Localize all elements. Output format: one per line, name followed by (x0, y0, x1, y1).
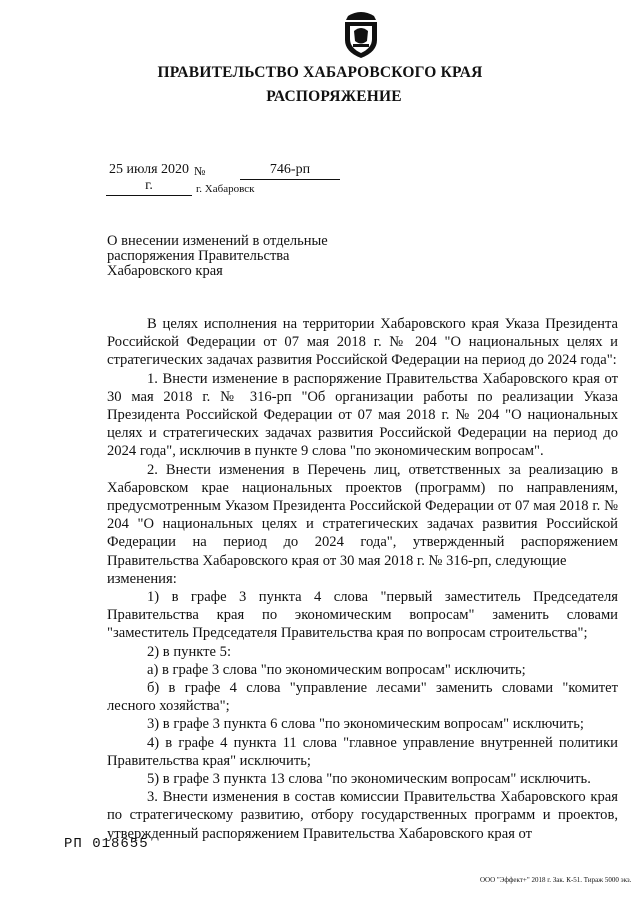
number-sign: № (194, 164, 206, 178)
body-paragraph: 3) в графе 3 пункта 6 слова "по экономическим вопросам" исключить; (147, 716, 584, 733)
document-subject: О внесении изменений в отдельные распоряжения Правительства Хабаровского края (107, 233, 328, 279)
body-paragraph: изменения: (107, 570, 177, 587)
document-type-title: РАСПОРЯЖЕНИЕ (266, 88, 402, 105)
body-paragraph: 2. Внести изменения в Перечень лиц, ответственных за реализацию в Хабаровском крае национальных проектов (программ) по направлениям, предусмотренным Указом Президента Российской Федерации от 07 мая 2018 г. № 204 "О национальных целях и стратегических задачах развития Российской Федерации на период до 2024 года", утвержденный распоряжением Правительства Хабаровского края от 30 мая 2018 г. № 316-рп, следующие (107, 461, 618, 569)
body-paragraph: 2) в пункте 5: (147, 643, 232, 660)
form-serial-code: РП 018655 (64, 836, 149, 852)
coat-of-arms-emblem (340, 6, 382, 60)
body-paragraph: а) в графе 3 слова "по экономическим вопросам" исключить; (147, 661, 526, 678)
body-paragraph: 4) в графе 4 пункта 11 слова "главное управление внутренней политики Правительства края" исключить; (107, 734, 618, 769)
body-paragraph: 3. Внести изменения в состав комиссии Правительства Хабаровского края по стратегическому развитию, отбору государственных программ и проектов, утвержденный распоряжением Правительства Хабаровского края от (107, 789, 618, 842)
government-title: ПРАВИТЕЛЬСТВО ХАБАРОВСКОГО КРАЯ (157, 64, 483, 81)
document-body (107, 315, 618, 843)
document-number: 746-рп (240, 162, 340, 180)
body-paragraph: б) в графе 4 слова "управление лесами" заменить словами "комитет лесного хозяйства"; (107, 680, 618, 715)
printer-imprint: ООО "Эффект+" 2018 г. Зак. К-51. Тираж 5000 экз. (480, 876, 632, 884)
body-paragraph: 5) в графе 3 пункта 13 слова "по экономическим вопросам" исключить. (147, 771, 591, 788)
body-paragraph: В целях исполнения на территории Хабаровского края Указа Президента Российской Федерации от 07 мая 2018 г. № 204 "О национальных целях и стратегических задачах развития Российской Федерации на период до 2024 года": (107, 316, 618, 369)
body-paragraph: 1. Внести изменение в распоряжение Правительства Хабаровского края от 30 мая 2018 г. № 316-рп "Об организации работы по реализации Указа Президента Российской Федерации от 07 мая 2018 г. № 204 "О национальных целях и стратегических задачах развития Российской Федерации на период до 2024 года", исключив в пункте 9 слова "по экономическим вопросам". (107, 370, 618, 460)
body-paragraph: 1) в графе 3 пункта 4 слова "первый заместитель Председателя Правительства края по экономическим вопросам" заменить словами "заместитель Председателя Правительства края по вопросам строительства"; (107, 589, 618, 642)
document-date: 25 июля 2020 г. (106, 162, 192, 196)
city-label: г. Хабаровск (196, 183, 255, 195)
